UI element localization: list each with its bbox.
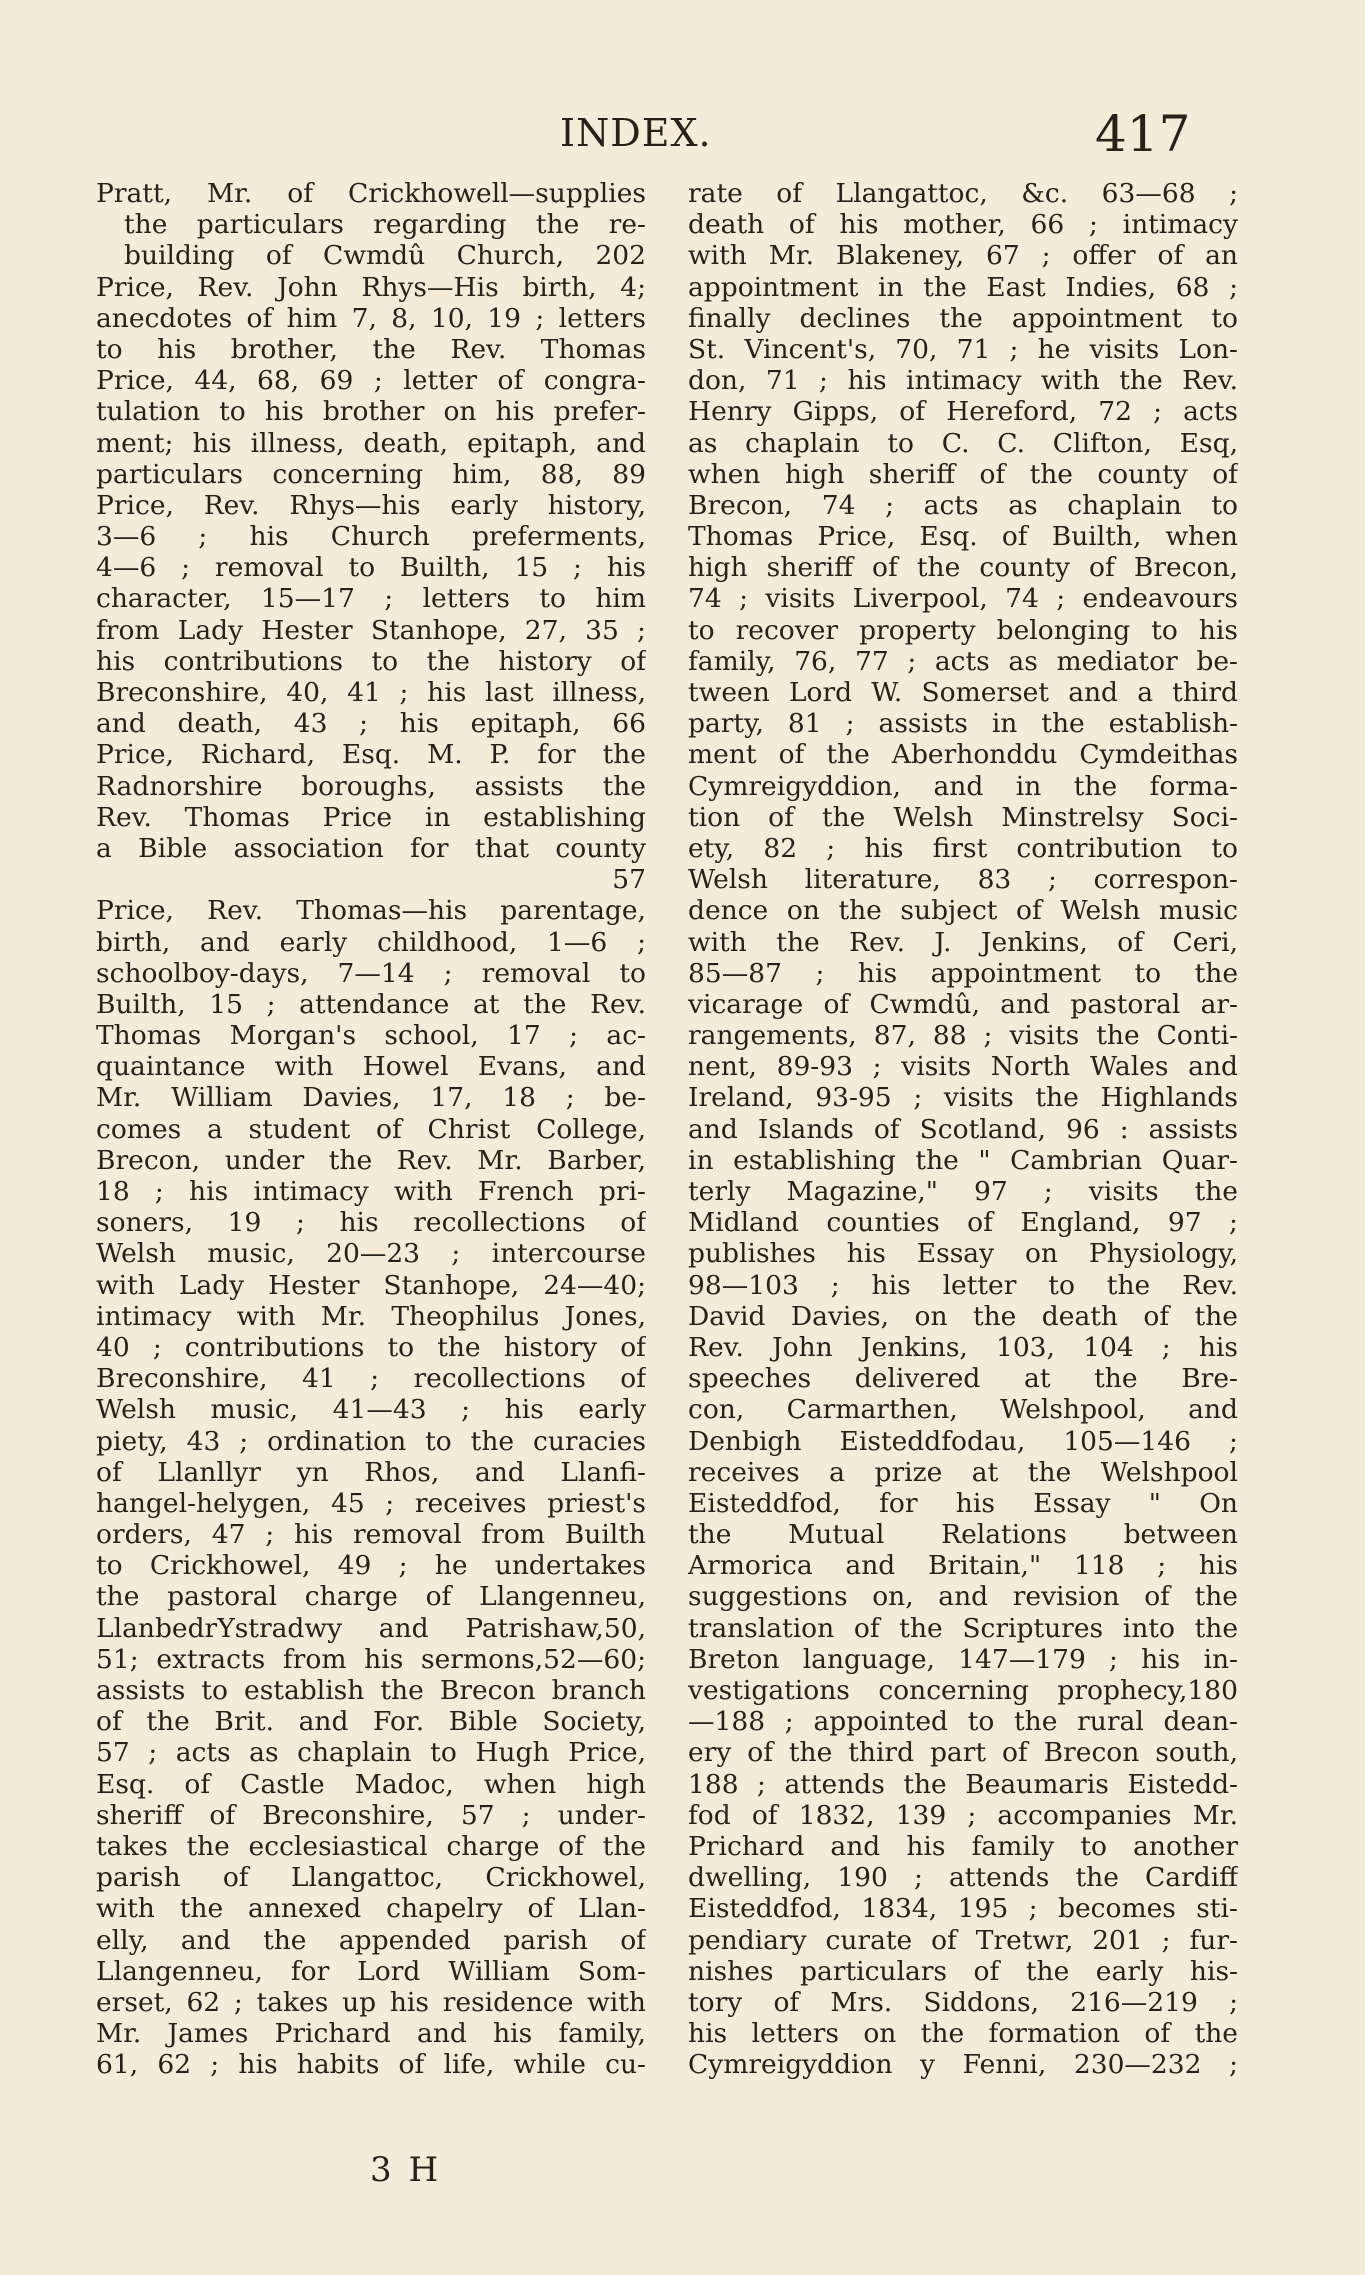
- index-line: Rev. Thomas Price in establishing: [96, 801, 646, 833]
- index-line: assists to establish the Brecon branch: [96, 1675, 646, 1706]
- index-line: high sheriff of the county of Brecon,: [688, 552, 1238, 584]
- index-line: Price, Rev. Rhys—his early history,: [96, 489, 646, 521]
- index-line: in establishing the " Cambrian Quar-: [688, 1144, 1238, 1176]
- index-line: 61, 62 ; his habits of life, while cu-: [96, 2049, 646, 2081]
- index-line: 4—6 ; removal to Builth, 15 ; his: [96, 552, 646, 584]
- index-line: tween Lord W. Somerset and a third: [688, 677, 1238, 708]
- index-line: Price, 44, 68, 69 ; letter of congra-: [96, 365, 646, 397]
- index-line: character, 15—17 ; letters to him: [96, 583, 646, 615]
- index-line: sheriff of Breconshire, 57 ; under-: [96, 1799, 646, 1831]
- index-line: suggestions on, and revision of the: [688, 1581, 1238, 1613]
- index-line: Builth, 15 ; attendance at the Rev.: [96, 988, 646, 1020]
- index-line: and Islands of Scotland, 96 : assists: [688, 1113, 1238, 1145]
- index-line: Mr. James Prichard and his family,: [96, 2018, 646, 2050]
- index-line: Radnorshire boroughs, assists the: [96, 770, 646, 802]
- index-line: Eisteddfod, 1834, 195 ; becomes sti-: [688, 1893, 1238, 1925]
- index-line: ety, 82 ; his first contribution to: [688, 832, 1238, 864]
- index-line: takes the ecclesiastical charge of the: [96, 1830, 646, 1862]
- index-line: Esq. of Castle Madoc, when high: [96, 1768, 646, 1800]
- index-line: appointment in the East Indies, 68 ;: [688, 271, 1238, 303]
- index-line: rangements, 87, 88 ; visits the Conti-: [688, 1020, 1238, 1052]
- index-line: 74 ; visits Liverpool, 74 ; endeavours: [688, 583, 1238, 615]
- index-line: Price, Richard, Esq. M. P. for the: [96, 739, 646, 771]
- index-line: 98—103 ; his letter to the Rev.: [688, 1269, 1238, 1301]
- index-line: soners, 19 ; his recollections of: [96, 1207, 646, 1239]
- index-line: fod of 1832, 139 ; accompanies Mr.: [688, 1799, 1238, 1831]
- index-line: a Bible association for that county: [96, 832, 646, 864]
- running-title: INDEX.: [560, 111, 712, 155]
- index-line: parish of Llangattoc, Crickhowel,: [96, 1862, 646, 1894]
- index-line: Welsh music, 20—23 ; intercourse: [96, 1238, 646, 1270]
- index-line: tulation to his brother on his prefer-: [96, 396, 646, 428]
- index-line: Price, Rev. Thomas—his parentage,: [96, 895, 646, 927]
- index-line: Breconshire, 41 ; recollections of: [96, 1363, 646, 1395]
- index-line: to Crickhowel, 49 ; he undertakes: [96, 1550, 646, 1582]
- index-line: vicarage of Cwmdû, and pastoral ar-: [688, 988, 1238, 1020]
- index-line: 85—87 ; his appointment to the: [688, 957, 1238, 989]
- index-line: terly Magazine," 97 ; visits the: [688, 1176, 1238, 1207]
- index-line: birth, and early childhood, 1—6 ;: [96, 926, 646, 958]
- index-line: ment of the Aberhonddu Cymdeithas: [688, 739, 1238, 771]
- index-line: dwelling, 190 ; attends the Cardiff: [688, 1862, 1238, 1894]
- index-line: tory of Mrs. Siddons, 216—219 ;: [688, 1986, 1238, 2018]
- index-line: orders, 47 ; his removal from Builth: [96, 1519, 646, 1551]
- index-line: Henry Gipps, of Hereford, 72 ; acts: [688, 396, 1238, 428]
- index-line: 57: [612, 864, 646, 896]
- index-line: publishes his Essay on Physiology,: [688, 1238, 1238, 1270]
- index-line: with the annexed chapelry of Llan-: [96, 1893, 646, 1925]
- index-line: Cymreigyddion y Fenni, 230—232 ;: [688, 2049, 1238, 2081]
- index-line: LlanbedrYstradwy and Patrishaw,50,: [96, 1612, 646, 1644]
- index-line: Prichard and his family to another: [688, 1830, 1238, 1862]
- index-line: with Mr. Blakeney, 67 ; offer of an: [688, 240, 1238, 272]
- index-line: Welsh literature, 83 ; correspon-: [688, 864, 1238, 896]
- index-line: Pratt, Mr. of Crickhowell—supplies: [96, 178, 646, 209]
- index-line: piety, 43 ; ordination to the curacies: [96, 1425, 646, 1457]
- index-line: Midland counties of England, 97 ;: [688, 1207, 1238, 1239]
- index-line: dence on the subject of Welsh music: [688, 895, 1238, 927]
- index-line: St. Vincent's, 70, 71 ; he visits Lon-: [688, 333, 1238, 365]
- index-line: party, 81 ; assists in the establish-: [688, 708, 1238, 740]
- index-line: from Lady Hester Stanhope, 27, 35 ;: [96, 614, 646, 646]
- index-line: anecdotes of him 7, 8, 10, 19 ; letters: [96, 302, 646, 334]
- index-line: 57 ; acts as chaplain to Hugh Price,: [96, 1737, 646, 1769]
- index-line: don, 71 ; his intimacy with the Rev.: [688, 365, 1238, 397]
- index-line: nent, 89-93 ; visits North Wales and: [688, 1051, 1238, 1083]
- index-line: pendiary curate of Tretwr, 201 ; fur-: [688, 1924, 1238, 1956]
- index-line: particulars concerning him, 88, 89: [96, 458, 646, 490]
- index-line: Cymreigyddion, and in the forma-: [688, 770, 1238, 802]
- index-line: with the Rev. J. Jenkins, of Ceri,: [688, 926, 1238, 958]
- index-line: vestigations concerning prophecy,180: [688, 1675, 1238, 1706]
- index-line: nishes particulars of the early his-: [688, 1955, 1238, 1987]
- page-header: [0, 105, 1365, 175]
- signature-mark: 3 H: [370, 2150, 442, 2190]
- index-line: speeches delivered at the Bre-: [688, 1363, 1238, 1395]
- index-line: Thomas Morgan's school, 17 ; ac-: [96, 1020, 646, 1052]
- index-line: ment; his illness, death, epitaph, and: [96, 427, 646, 459]
- index-line: Breton language, 147—179 ; his in-: [688, 1643, 1238, 1675]
- index-line: family, 76, 77 ; acts as mediator be-: [688, 645, 1238, 677]
- index-line: 3—6 ; his Church preferments,: [96, 521, 646, 553]
- index-line: Price, Rev. John Rhys—His birth, 4;: [96, 271, 646, 303]
- index-line: Thomas Price, Esq. of Builth, when: [688, 521, 1238, 553]
- index-line: 40 ; contributions to the history of: [96, 1331, 646, 1363]
- index-line: comes a student of Christ College,: [96, 1113, 646, 1145]
- index-line: translation of the Scriptures into the: [688, 1612, 1238, 1644]
- index-line: to his brother, the Rev. Thomas: [96, 333, 646, 365]
- index-line: ery of the third part of Brecon south,: [688, 1737, 1238, 1769]
- index-line: the Mutual Relations between: [688, 1519, 1238, 1551]
- index-line: Breconshire, 40, 41 ; his last illness,: [96, 677, 646, 708]
- index-line: Ireland, 93-95 ; visits the Highlands: [688, 1082, 1238, 1114]
- index-line: con, Carmarthen, Welshpool, and: [688, 1394, 1238, 1426]
- index-line: Brecon, under the Rev. Mr. Barber,: [96, 1144, 646, 1176]
- index-line: finally declines the appointment to: [688, 302, 1238, 334]
- index-line: —188 ; appointed to the rural dean-: [688, 1706, 1238, 1738]
- index-line: Mr. William Davies, 17, 18 ; be-: [96, 1082, 646, 1114]
- index-line: and death, 43 ; his epitaph, 66: [96, 708, 646, 740]
- index-line: elly, and the appended parish of: [96, 1924, 646, 1956]
- index-line: receives a prize at the Welshpool: [688, 1456, 1238, 1488]
- index-line: Welsh music, 41—43 ; his early: [96, 1394, 646, 1426]
- index-line: with Lady Hester Stanhope, 24—40;: [96, 1269, 646, 1301]
- index-column-right: [688, 178, 1238, 2080]
- index-line: to recover property belonging to his: [688, 614, 1238, 646]
- index-column-left: [96, 178, 646, 2080]
- index-line: Brecon, 74 ; acts as chaplain to: [688, 489, 1238, 521]
- index-line: the particulars regarding the re-: [124, 209, 646, 241]
- index-line: erset, 62 ; takes up his residence with: [96, 1986, 646, 2018]
- index-line: 188 ; attends the Beaumaris Eistedd-: [688, 1768, 1238, 1800]
- index-line: hangel-helygen, 45 ; receives priest's: [96, 1487, 646, 1519]
- index-line: Eisteddfod, for his Essay " On: [688, 1487, 1238, 1519]
- index-line: of Llanllyr yn Rhos, and Llanfi-: [96, 1456, 646, 1488]
- index-line: quaintance with Howel Evans, and: [96, 1051, 646, 1083]
- index-line: when high sheriff of the county of: [688, 458, 1238, 490]
- index-line: the pastoral charge of Llangenneu,: [96, 1581, 646, 1613]
- index-line: building of Cwmdû Church, 202: [124, 240, 646, 272]
- page-number: 417: [1095, 105, 1191, 163]
- index-line: death of his mother, 66 ; intimacy: [688, 209, 1238, 241]
- index-line: Llangenneu, for Lord William Som-: [96, 1955, 646, 1987]
- index-line: Rev. John Jenkins, 103, 104 ; his: [688, 1331, 1238, 1363]
- index-line: David Davies, on the death of the: [688, 1300, 1238, 1332]
- index-line: schoolboy-days, 7—14 ; removal to: [96, 957, 646, 989]
- index-line: of the Brit. and For. Bible Society,: [96, 1706, 646, 1738]
- index-line: rate of Llangattoc, &c. 63—68 ;: [688, 178, 1238, 209]
- index-line: as chaplain to C. C. Clifton, Esq,: [688, 427, 1238, 459]
- index-line: Armorica and Britain," 118 ; his: [688, 1550, 1238, 1582]
- index-line: Denbigh Eisteddfodau, 105—146 ;: [688, 1425, 1238, 1457]
- index-line: his letters on the formation of the: [688, 2018, 1238, 2050]
- index-line: intimacy with Mr. Theophilus Jones,: [96, 1300, 646, 1332]
- index-line: tion of the Welsh Minstrelsy Soci-: [688, 801, 1238, 833]
- index-line: his contributions to the history of: [96, 645, 646, 677]
- index-line: 51; extracts from his sermons,52—60;: [96, 1643, 646, 1675]
- index-line: 18 ; his intimacy with French pri-: [96, 1176, 646, 1207]
